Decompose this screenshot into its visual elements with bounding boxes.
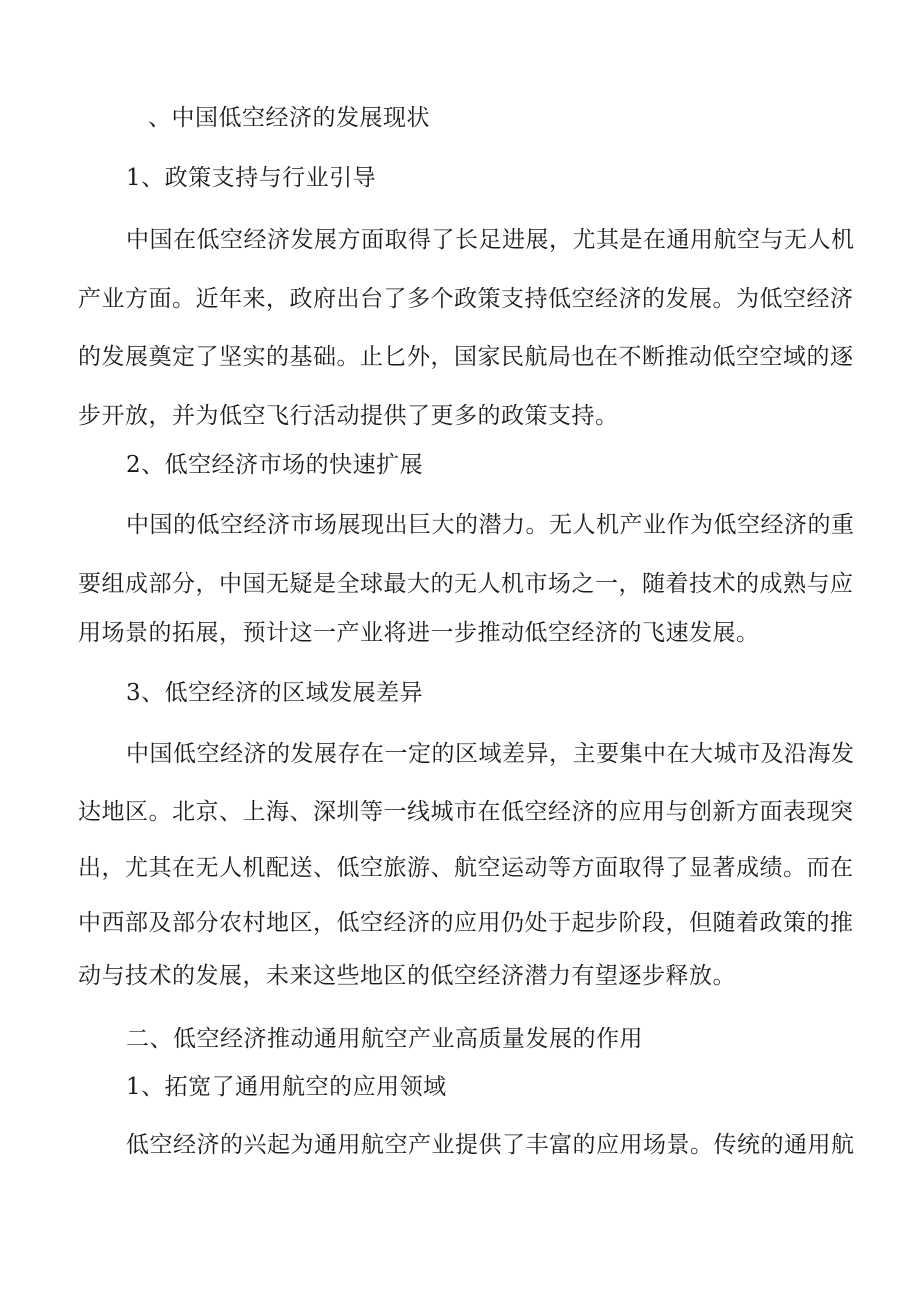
section-heading-1: 、中国低空经济的发展现状 (148, 105, 430, 131)
paragraph-line: 要组成部分，中国无疑是全球最大的无人机市场之一，随着技术的成熟与应 (78, 571, 854, 597)
subsection-heading-1-1: 1、政策支持与行业引导 (126, 165, 377, 191)
paragraph-line: 中西部及部分农村地区，低空经济的应用仍处于起步阶段，但随着政策的推 (78, 910, 854, 936)
paragraph-line: 中国在低空经济发展方面取得了长足进展，尤其是在通用航空与无人机 (126, 227, 855, 253)
subsection-heading-2-1: 1、拓宽了通用航空的应用领域 (126, 1074, 447, 1100)
paragraph-line: 动与技术的发展，未来这些地区的低空经济潜力有望逐步释放。 (78, 963, 736, 989)
subsection-heading-1-3: 3、低空经济的区域发展差异 (126, 680, 424, 706)
paragraph-line: 用场景的拓展，预计这一产业将进一步推动低空经济的飞速发展。 (78, 620, 760, 646)
paragraph-line: 中国的低空经济市场展现出巨大的潜力。无人机产业作为低空经济的重 (126, 512, 855, 538)
paragraph-line: 出，尤其在无人机配送、低空旅游、航空运动等方面取得了显著成绩。而在 (78, 855, 854, 881)
subsection-heading-1-2: 2、低空经济市场的快速扩展 (126, 452, 424, 478)
paragraph-line: 低空经济的兴起为通用航空产业提供了丰富的应用场景。传统的通用航 (126, 1132, 855, 1158)
paragraph-line: 产业方面。近年来，政府出台了多个政策支持低空经济的发展。为低空经济 (78, 286, 854, 312)
paragraph-line: 达地区。北京、上海、深圳等一线城市在低空经济的应用与创新方面表现突 (78, 799, 854, 825)
paragraph-line: 中国低空经济的发展存在一定的区域差异，主要集中在大城市及沿海发 (126, 741, 855, 767)
section-heading-2: 二、低空经济推动通用航空产业高质量发展的作用 (126, 1026, 643, 1052)
paragraph-line: 步开放，并为低空飞行活动提供了更多的政策支持。 (78, 403, 619, 429)
paragraph-line: 的发展奠定了坚实的基础。止匕外，国家民航局也在不断推动低空空域的逐 (78, 344, 854, 370)
